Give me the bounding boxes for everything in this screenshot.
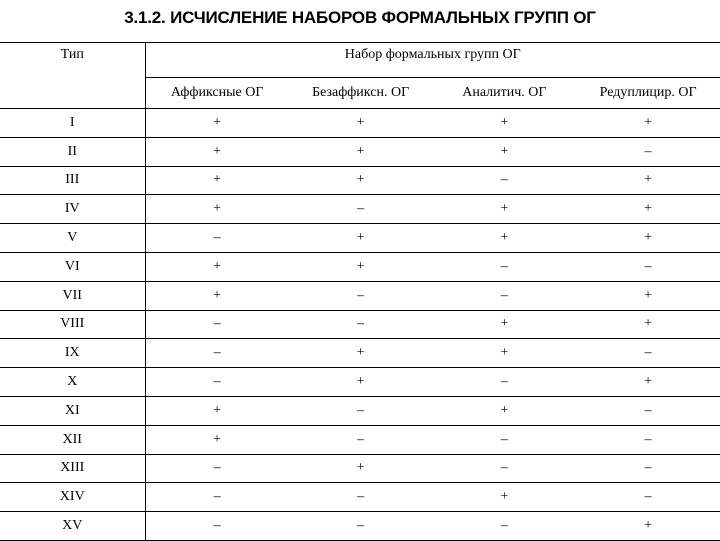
presence-cell: + [289, 252, 433, 281]
table-row [0, 224, 720, 253]
row-type-cell: VII [0, 281, 145, 310]
presence-cell: + [433, 310, 577, 339]
row-type-cell: XV [0, 512, 145, 541]
presence-cell: + [289, 339, 433, 368]
presence-cell: + [145, 195, 289, 224]
table-row [0, 109, 720, 138]
table-row [0, 425, 720, 454]
type-column-header: Тип [0, 43, 145, 109]
presence-cell: – [145, 483, 289, 512]
row-type-cell: V [0, 224, 145, 253]
presence-cell: – [145, 368, 289, 397]
table-row [0, 195, 720, 224]
presence-cell: – [289, 310, 433, 339]
presence-cell: – [145, 454, 289, 483]
presence-cell: + [433, 396, 577, 425]
table-row [0, 483, 720, 512]
table-body [0, 109, 720, 541]
presence-cell: + [576, 109, 720, 138]
presence-cell: + [145, 137, 289, 166]
presence-cell: + [145, 109, 289, 138]
presence-cell: – [576, 252, 720, 281]
presence-cell: – [145, 310, 289, 339]
presence-cell: – [576, 454, 720, 483]
row-type-cell: IX [0, 339, 145, 368]
presence-cell: – [145, 224, 289, 253]
presence-cell: – [576, 137, 720, 166]
presence-cell: – [289, 281, 433, 310]
presence-cell: + [289, 137, 433, 166]
presence-cell: + [433, 137, 577, 166]
presence-cell: – [433, 512, 577, 541]
presence-cell: + [576, 195, 720, 224]
row-type-cell: VIII [0, 310, 145, 339]
page-title: 3.1.2. ИСЧИСЛЕНИЕ НАБОРОВ ФОРМАЛЬНЫХ ГРУПП ОГ [124, 8, 596, 27]
presence-cell: – [576, 425, 720, 454]
presence-cell: + [576, 224, 720, 253]
presence-cell: – [145, 512, 289, 541]
presence-cell: + [289, 109, 433, 138]
presence-cell: + [433, 339, 577, 368]
row-type-cell: IV [0, 195, 145, 224]
row-type-cell: VI [0, 252, 145, 281]
presence-cell: – [576, 339, 720, 368]
presence-cell: – [576, 396, 720, 425]
presence-cell: + [433, 224, 577, 253]
presence-cell: + [576, 166, 720, 195]
column-header-reduplicated: Редуплицир. ОГ [576, 78, 720, 109]
presence-cell: – [289, 425, 433, 454]
presence-cell: + [289, 166, 433, 195]
presence-cell: – [433, 454, 577, 483]
presence-cell: + [145, 281, 289, 310]
table-row [0, 368, 720, 397]
table-row [0, 339, 720, 368]
presence-cell: – [289, 396, 433, 425]
presence-cell: – [289, 512, 433, 541]
column-header-non-affix: Безаффиксн. ОГ [289, 78, 433, 109]
presence-cell: – [433, 252, 577, 281]
presence-cell: + [145, 252, 289, 281]
presence-cell: – [433, 166, 577, 195]
row-type-cell: X [0, 368, 145, 397]
table-row [0, 396, 720, 425]
presence-cell: + [576, 368, 720, 397]
presence-cell: – [576, 483, 720, 512]
column-header-affix: Аффиксные ОГ [145, 78, 289, 109]
table-row [0, 281, 720, 310]
presence-cell: + [289, 454, 433, 483]
presence-cell: – [433, 368, 577, 397]
table-row [0, 166, 720, 195]
table-row [0, 137, 720, 166]
row-type-cell: II [0, 137, 145, 166]
row-type-cell: XIII [0, 454, 145, 483]
presence-cell: – [433, 281, 577, 310]
presence-cell: + [576, 281, 720, 310]
presence-cell: – [145, 339, 289, 368]
presence-cell: + [145, 396, 289, 425]
presence-cell: – [289, 483, 433, 512]
presence-cell: + [289, 224, 433, 253]
presence-cell: – [433, 425, 577, 454]
table-row [0, 252, 720, 281]
presence-cell: + [433, 195, 577, 224]
group-set-header: Набор формальных групп ОГ [145, 43, 720, 78]
row-type-cell: III [0, 166, 145, 195]
row-type-cell: XI [0, 396, 145, 425]
presence-cell: + [576, 310, 720, 339]
presence-cell: + [433, 483, 577, 512]
presence-cell: + [433, 109, 577, 138]
presence-cell: + [145, 425, 289, 454]
row-type-cell: I [0, 109, 145, 138]
presence-cell: – [289, 195, 433, 224]
table-row [0, 454, 720, 483]
column-header-analytic: Аналитич. ОГ [433, 78, 577, 109]
presence-cell: + [576, 512, 720, 541]
presence-cell: + [289, 368, 433, 397]
row-type-cell: XII [0, 425, 145, 454]
formal-groups-table [0, 42, 720, 541]
presence-cell: + [145, 166, 289, 195]
table-row [0, 310, 720, 339]
row-type-cell: XIV [0, 483, 145, 512]
table-row [0, 512, 720, 541]
